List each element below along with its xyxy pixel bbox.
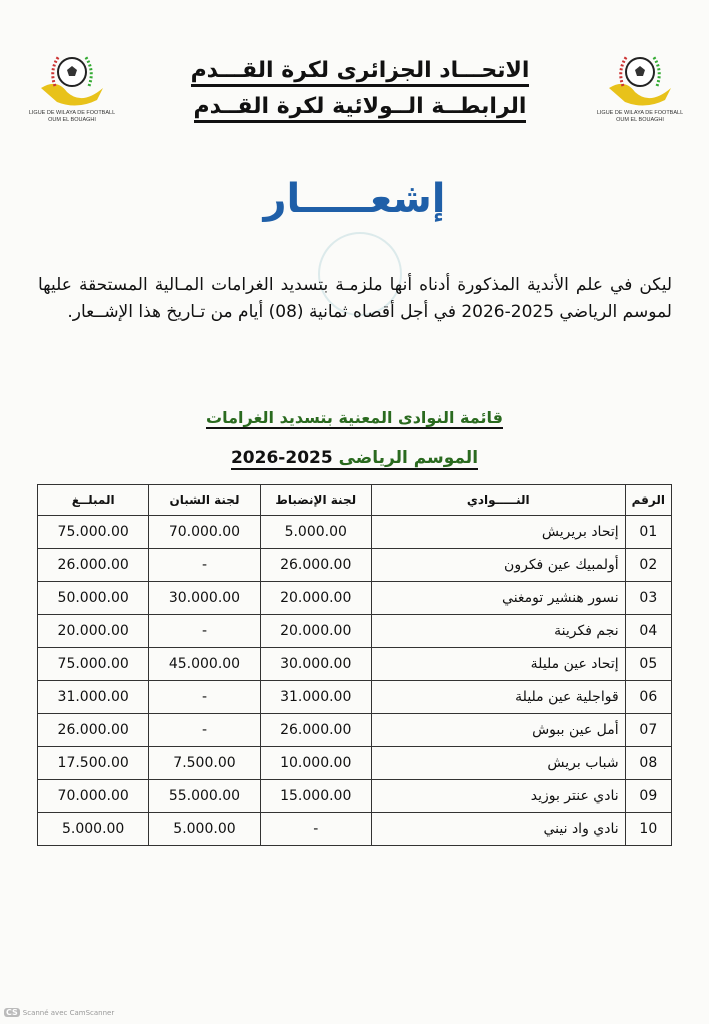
youth-fine: 30.000.00 [149, 582, 260, 615]
club-name: إتحاد بريريش [371, 516, 625, 549]
logo-caption-city: OUM EL BOUAGHI [48, 117, 96, 123]
column-header: النـــــوادي [371, 485, 625, 516]
club-name: إتحاد عين مليلة [371, 648, 625, 681]
youth-fine: 55.000.00 [149, 780, 260, 813]
list-title [0, 408, 709, 427]
row-number: 05 [625, 648, 671, 681]
discipline-fine: 31.000.00 [260, 681, 371, 714]
league-name [190, 94, 530, 119]
discipline-fine: 20.000.00 [260, 582, 371, 615]
federation-name [190, 58, 530, 83]
logo-caption-city: OUM EL BOUAGHI [616, 117, 664, 123]
total-amount: 70.000.00 [38, 780, 149, 813]
youth-fine: - [149, 549, 260, 582]
row-number: 04 [625, 615, 671, 648]
table-row [38, 516, 672, 549]
column-header: الرقم [625, 485, 671, 516]
league-name-text: الرابطــة الــولائية لكرة القــدم [194, 94, 527, 123]
discipline-fine: 26.000.00 [260, 549, 371, 582]
discipline-fine: 20.000.00 [260, 615, 371, 648]
total-amount: 31.000.00 [38, 681, 149, 714]
logo-caption: LIGUE DE WILAYA DE FOOTBALL [596, 110, 684, 116]
notice-title: إشعـــــار [263, 176, 446, 222]
row-number: 02 [625, 549, 671, 582]
table-row [38, 549, 672, 582]
season-title [0, 448, 709, 468]
row-number: 01 [625, 516, 671, 549]
table-row [38, 714, 672, 747]
table-row [38, 615, 672, 648]
youth-fine: - [149, 681, 260, 714]
club-name: نادي واد نيني [371, 813, 625, 846]
row-number: 08 [625, 747, 671, 780]
club-name: أمل عين ببوش [371, 714, 625, 747]
row-number: 06 [625, 681, 671, 714]
youth-fine: 5.000.00 [149, 813, 260, 846]
total-amount: 17.500.00 [38, 747, 149, 780]
table-row [38, 582, 672, 615]
scanner-footer [4, 1008, 114, 1017]
discipline-fine: 26.000.00 [260, 714, 371, 747]
youth-fine: - [149, 615, 260, 648]
club-name: قواجلية عين مليلة [371, 681, 625, 714]
youth-fine: 45.000.00 [149, 648, 260, 681]
club-name: شباب بريش [371, 747, 625, 780]
column-header: المبلــغ [38, 485, 149, 516]
discipline-fine: 30.000.00 [260, 648, 371, 681]
row-number: 07 [625, 714, 671, 747]
youth-fine: 7.500.00 [149, 747, 260, 780]
list-title-text: قائمة النوادى المعنية بتسديد الغرامات [206, 408, 503, 427]
table-row [38, 648, 672, 681]
discipline-fine: 5.000.00 [260, 516, 371, 549]
table-row [38, 681, 672, 714]
scanner-text: Scanné avec CamScanner [22, 1009, 115, 1017]
total-amount: 5.000.00 [38, 813, 149, 846]
club-name: نادي عنتر بوزيد [371, 780, 625, 813]
column-header: لجنة الإنضباط [260, 485, 371, 516]
youth-fine: 70.000.00 [149, 516, 260, 549]
camscanner-icon: CS [6, 1008, 18, 1017]
total-amount: 26.000.00 [38, 714, 149, 747]
row-number: 03 [625, 582, 671, 615]
total-amount: 50.000.00 [38, 582, 149, 615]
total-amount: 20.000.00 [38, 615, 149, 648]
league-logo-left [22, 48, 122, 124]
discipline-fine: - [260, 813, 371, 846]
total-amount: 75.000.00 [38, 648, 149, 681]
logo-caption: LIGUE DE WILAYA DE FOOTBALL [28, 110, 116, 116]
club-name: نجم فكرينة [371, 615, 625, 648]
football-emblem-icon [605, 48, 675, 110]
notice-paragraph: ليكن في علم الأندية المذكورة أدناه أنها ملزمـة بتسديد الغرامات المـالية المستحقة عليها لموسم الرياضي 2025-2026 في أجل أقصاه ثمانية (08) أيام من تـاريخ هذا الإشــعار. [38, 275, 672, 322]
column-header: لجنة الشبان [149, 485, 260, 516]
club-name: أولمبيك عين فكرون [371, 549, 625, 582]
league-logo-right [590, 48, 690, 124]
total-amount: 26.000.00 [38, 549, 149, 582]
season-year: 2025-2026 [230, 448, 333, 468]
club-name: نسور هنشير تومغني [371, 582, 625, 615]
youth-fine: - [149, 714, 260, 747]
discipline-fine: 15.000.00 [260, 780, 371, 813]
table-row [38, 747, 672, 780]
season-label: الموسم الرياضى [338, 448, 479, 468]
total-amount: 75.000.00 [38, 516, 149, 549]
discipline-fine: 10.000.00 [260, 747, 371, 780]
table-row [38, 780, 672, 813]
row-number: 09 [625, 780, 671, 813]
row-number: 10 [625, 813, 671, 846]
fines-table [37, 484, 672, 846]
table-row [38, 813, 672, 846]
federation-name-text: الاتحـــاد الجزائرى لكرة القـــدم [191, 58, 530, 87]
football-emblem-icon [37, 48, 107, 110]
